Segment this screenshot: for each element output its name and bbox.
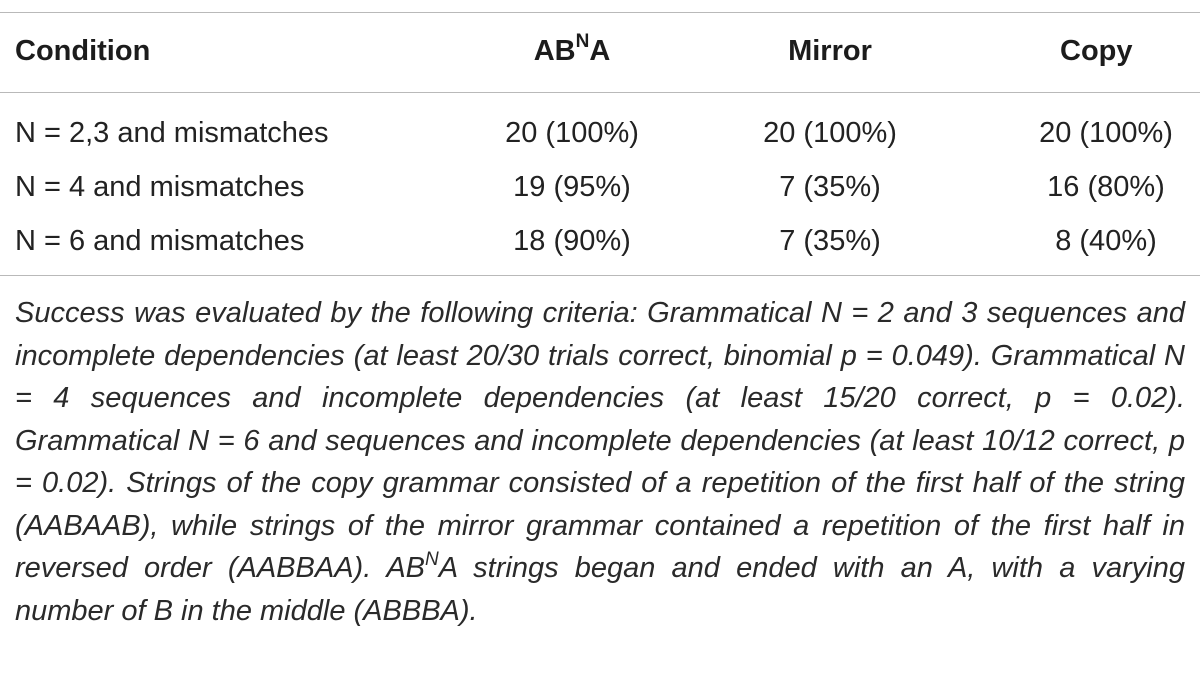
footnote-abna-prefix: AB bbox=[386, 552, 426, 584]
header-copy: Copy bbox=[1060, 35, 1133, 67]
header-abna bbox=[488, 31, 656, 68]
footnote-abna-superscript: N bbox=[425, 549, 439, 571]
row-1-condition: N = 2,3 and mismatches bbox=[15, 117, 329, 149]
row-2-abna: 19 (95%) bbox=[513, 171, 631, 203]
header-abna-suffix: A bbox=[589, 35, 611, 67]
row-1-abna: 20 (100%) bbox=[505, 117, 639, 149]
row-3-copy: 8 (40%) bbox=[1055, 225, 1157, 257]
table-footnote bbox=[15, 292, 1185, 632]
row-2-condition: N = 4 and mismatches bbox=[15, 171, 305, 203]
row-1-copy: 20 (100%) bbox=[1039, 117, 1173, 149]
row-3-condition: N = 6 and mismatches bbox=[15, 225, 305, 257]
row-3-mirror: 7 (35%) bbox=[779, 225, 881, 257]
table-top-rule bbox=[0, 12, 1200, 13]
header-abna-superscript: N bbox=[575, 31, 590, 53]
footnote-abna-rest: A strings began and ended with an A, with a varying number of B in the middle (ABBBA). bbox=[15, 552, 1185, 627]
row-2-copy: 16 (80%) bbox=[1047, 171, 1165, 203]
row-2-mirror: 7 (35%) bbox=[779, 171, 881, 203]
header-condition: Condition bbox=[15, 35, 151, 67]
row-1-mirror: 20 (100%) bbox=[763, 117, 897, 149]
header-abna-prefix: AB bbox=[533, 35, 576, 67]
table-bottom-rule bbox=[0, 275, 1200, 276]
header-mirror: Mirror bbox=[788, 35, 872, 67]
footnote-text: Success was evaluated by the following criteria: Grammatical N = 2 and 3 sequences and incomplete dependencies (at least 20/30 trials correct, binomial p = 0.049). Grammatical N = 4 sequences and incomplete dependencies (at least 15/20 correct, p = 0.02). Grammatical N = 6 and sequences and incomplete dependencies (at least 10/12 correct, p = 0.02). Strings of the copy grammar consisted of a repetition of the first half of the string (AABAAB), while strings of the mirror grammar contained a repetition of the first half in reversed order (AABBAA). bbox=[15, 297, 1185, 584]
row-3-abna: 18 (90%) bbox=[513, 225, 631, 257]
table-header-rule bbox=[0, 92, 1200, 93]
